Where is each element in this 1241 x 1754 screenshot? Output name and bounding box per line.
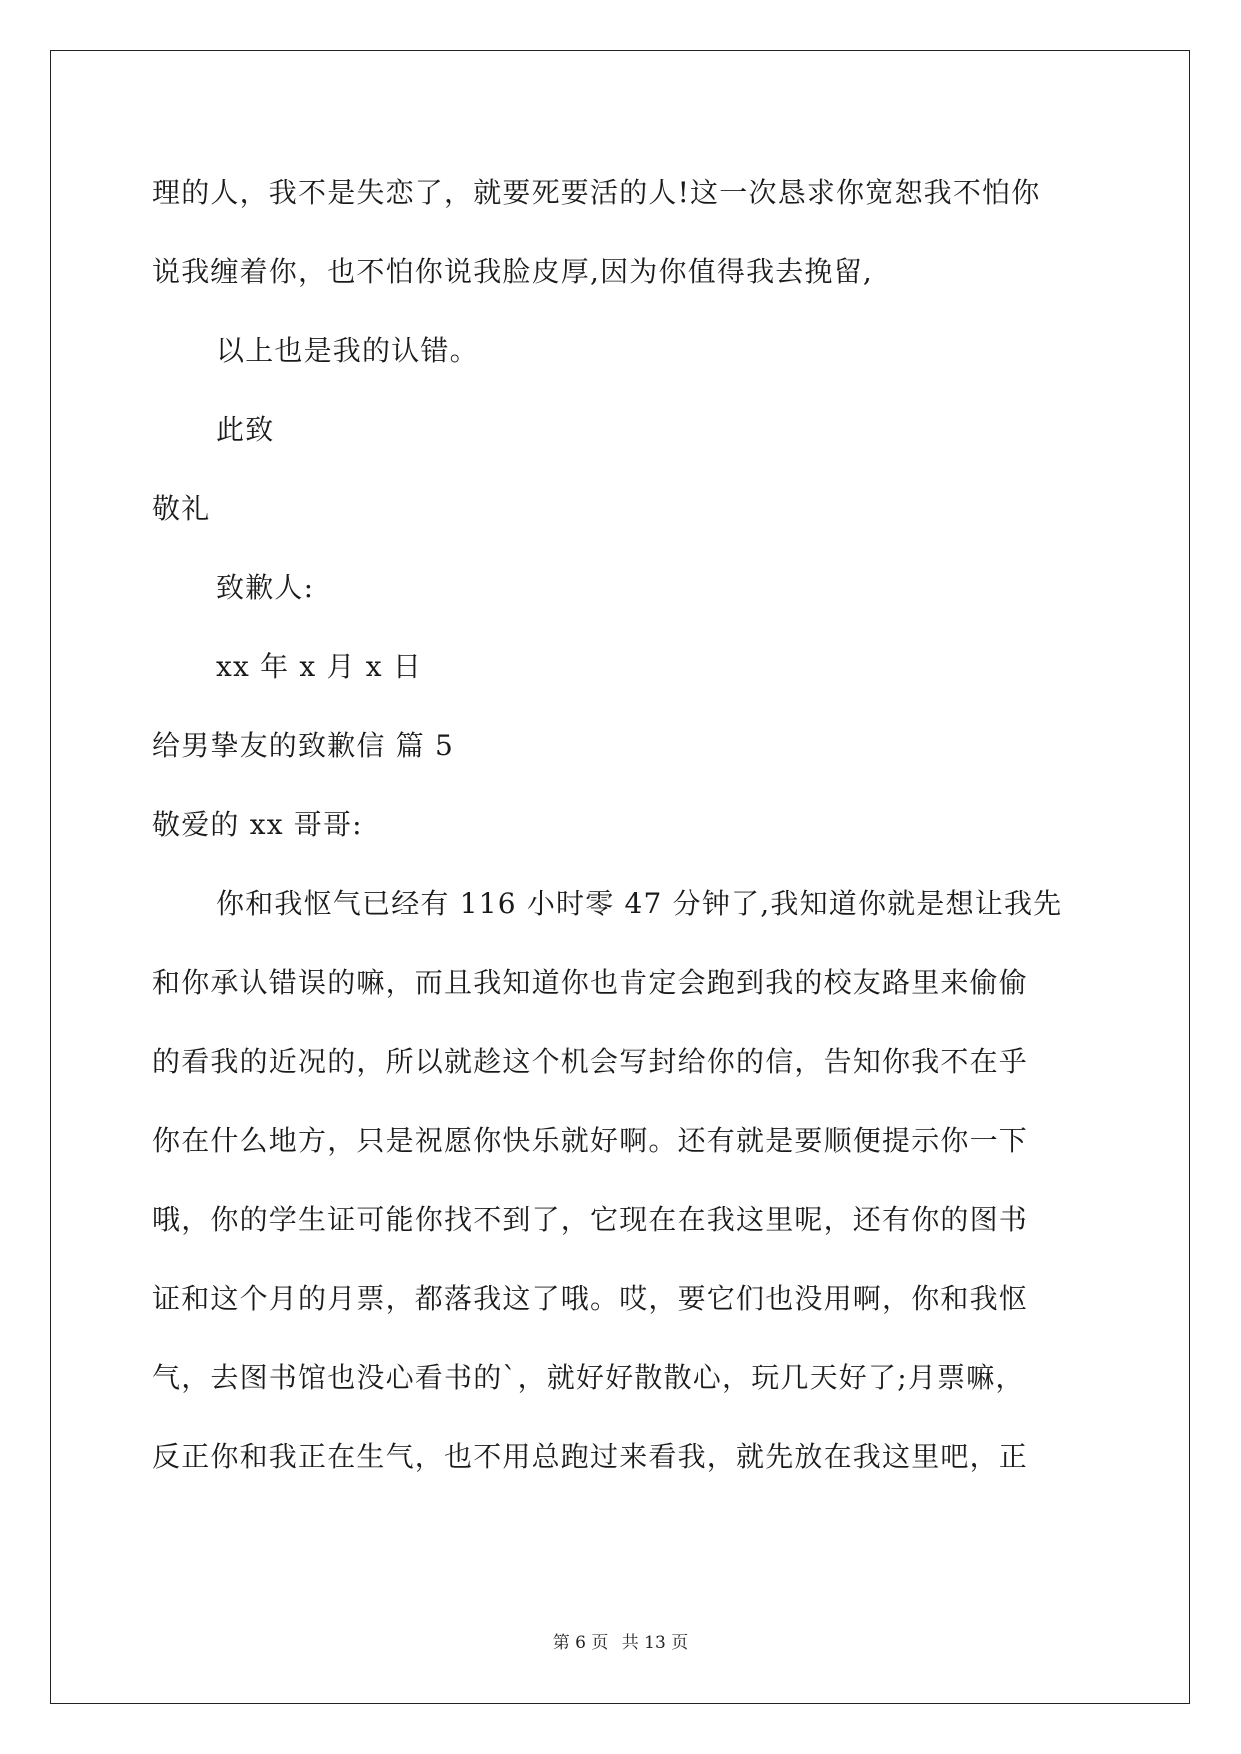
page-total: 共 13 页	[621, 1633, 689, 1653]
text-line: 和你承认错误的嘛，而且我知道你也肯定会跑到我的校友路里来偷偷	[152, 966, 1029, 999]
section-heading: 给男挚友的致歉信 篇 5	[152, 729, 455, 762]
text-line: 反正你和我正在生气，也不用总跑过来看我，就先放在我这里吧，正	[152, 1440, 1029, 1473]
text-line: 你在什么地方，只是祝愿你快乐就好啊。还有就是要顺便提示你一下	[152, 1124, 1029, 1157]
date-line: xx 年 x 月 x 日	[216, 650, 423, 683]
page-number: 第 6 页	[552, 1633, 609, 1653]
closing-regards: 敬礼	[152, 492, 211, 525]
document-body	[152, 163, 1092, 1506]
text-line: 你和我怄气已经有 116 小时零 47 分钟了,我知道你就是想让我先	[216, 887, 1063, 920]
greeting-line: 敬爱的 xx 哥哥:	[152, 808, 363, 841]
text-line: 气，去图书馆也没心看书的`，就好好散散心，玩几天好了;月票嘛，	[152, 1361, 1025, 1394]
signature-label: 致歉人:	[216, 571, 315, 604]
text-line: 以上也是我的认错。	[216, 334, 479, 367]
text-line: 说我缠着你，也不怕你说我脸皮厚,因为你值得我去挽留,	[152, 255, 874, 288]
text-line: 理的人，我不是失恋了，就要死要活的人!这一次恳求你宽恕我不怕你	[152, 176, 1041, 209]
text-line: 证和这个月的月票，都落我这了哦。哎，要它们也没用啊，你和我怄	[152, 1282, 1029, 1315]
closing-salutation: 此致	[216, 413, 275, 446]
text-line: 哦，你的学生证可能你找不到了，它现在在我这里呢，还有你的图书	[152, 1203, 1029, 1236]
text-line: 的看我的近况的，所以就趁这个机会写封给你的信，告知你我不在乎	[152, 1045, 1029, 1078]
page-footer	[0, 1628, 1241, 1653]
